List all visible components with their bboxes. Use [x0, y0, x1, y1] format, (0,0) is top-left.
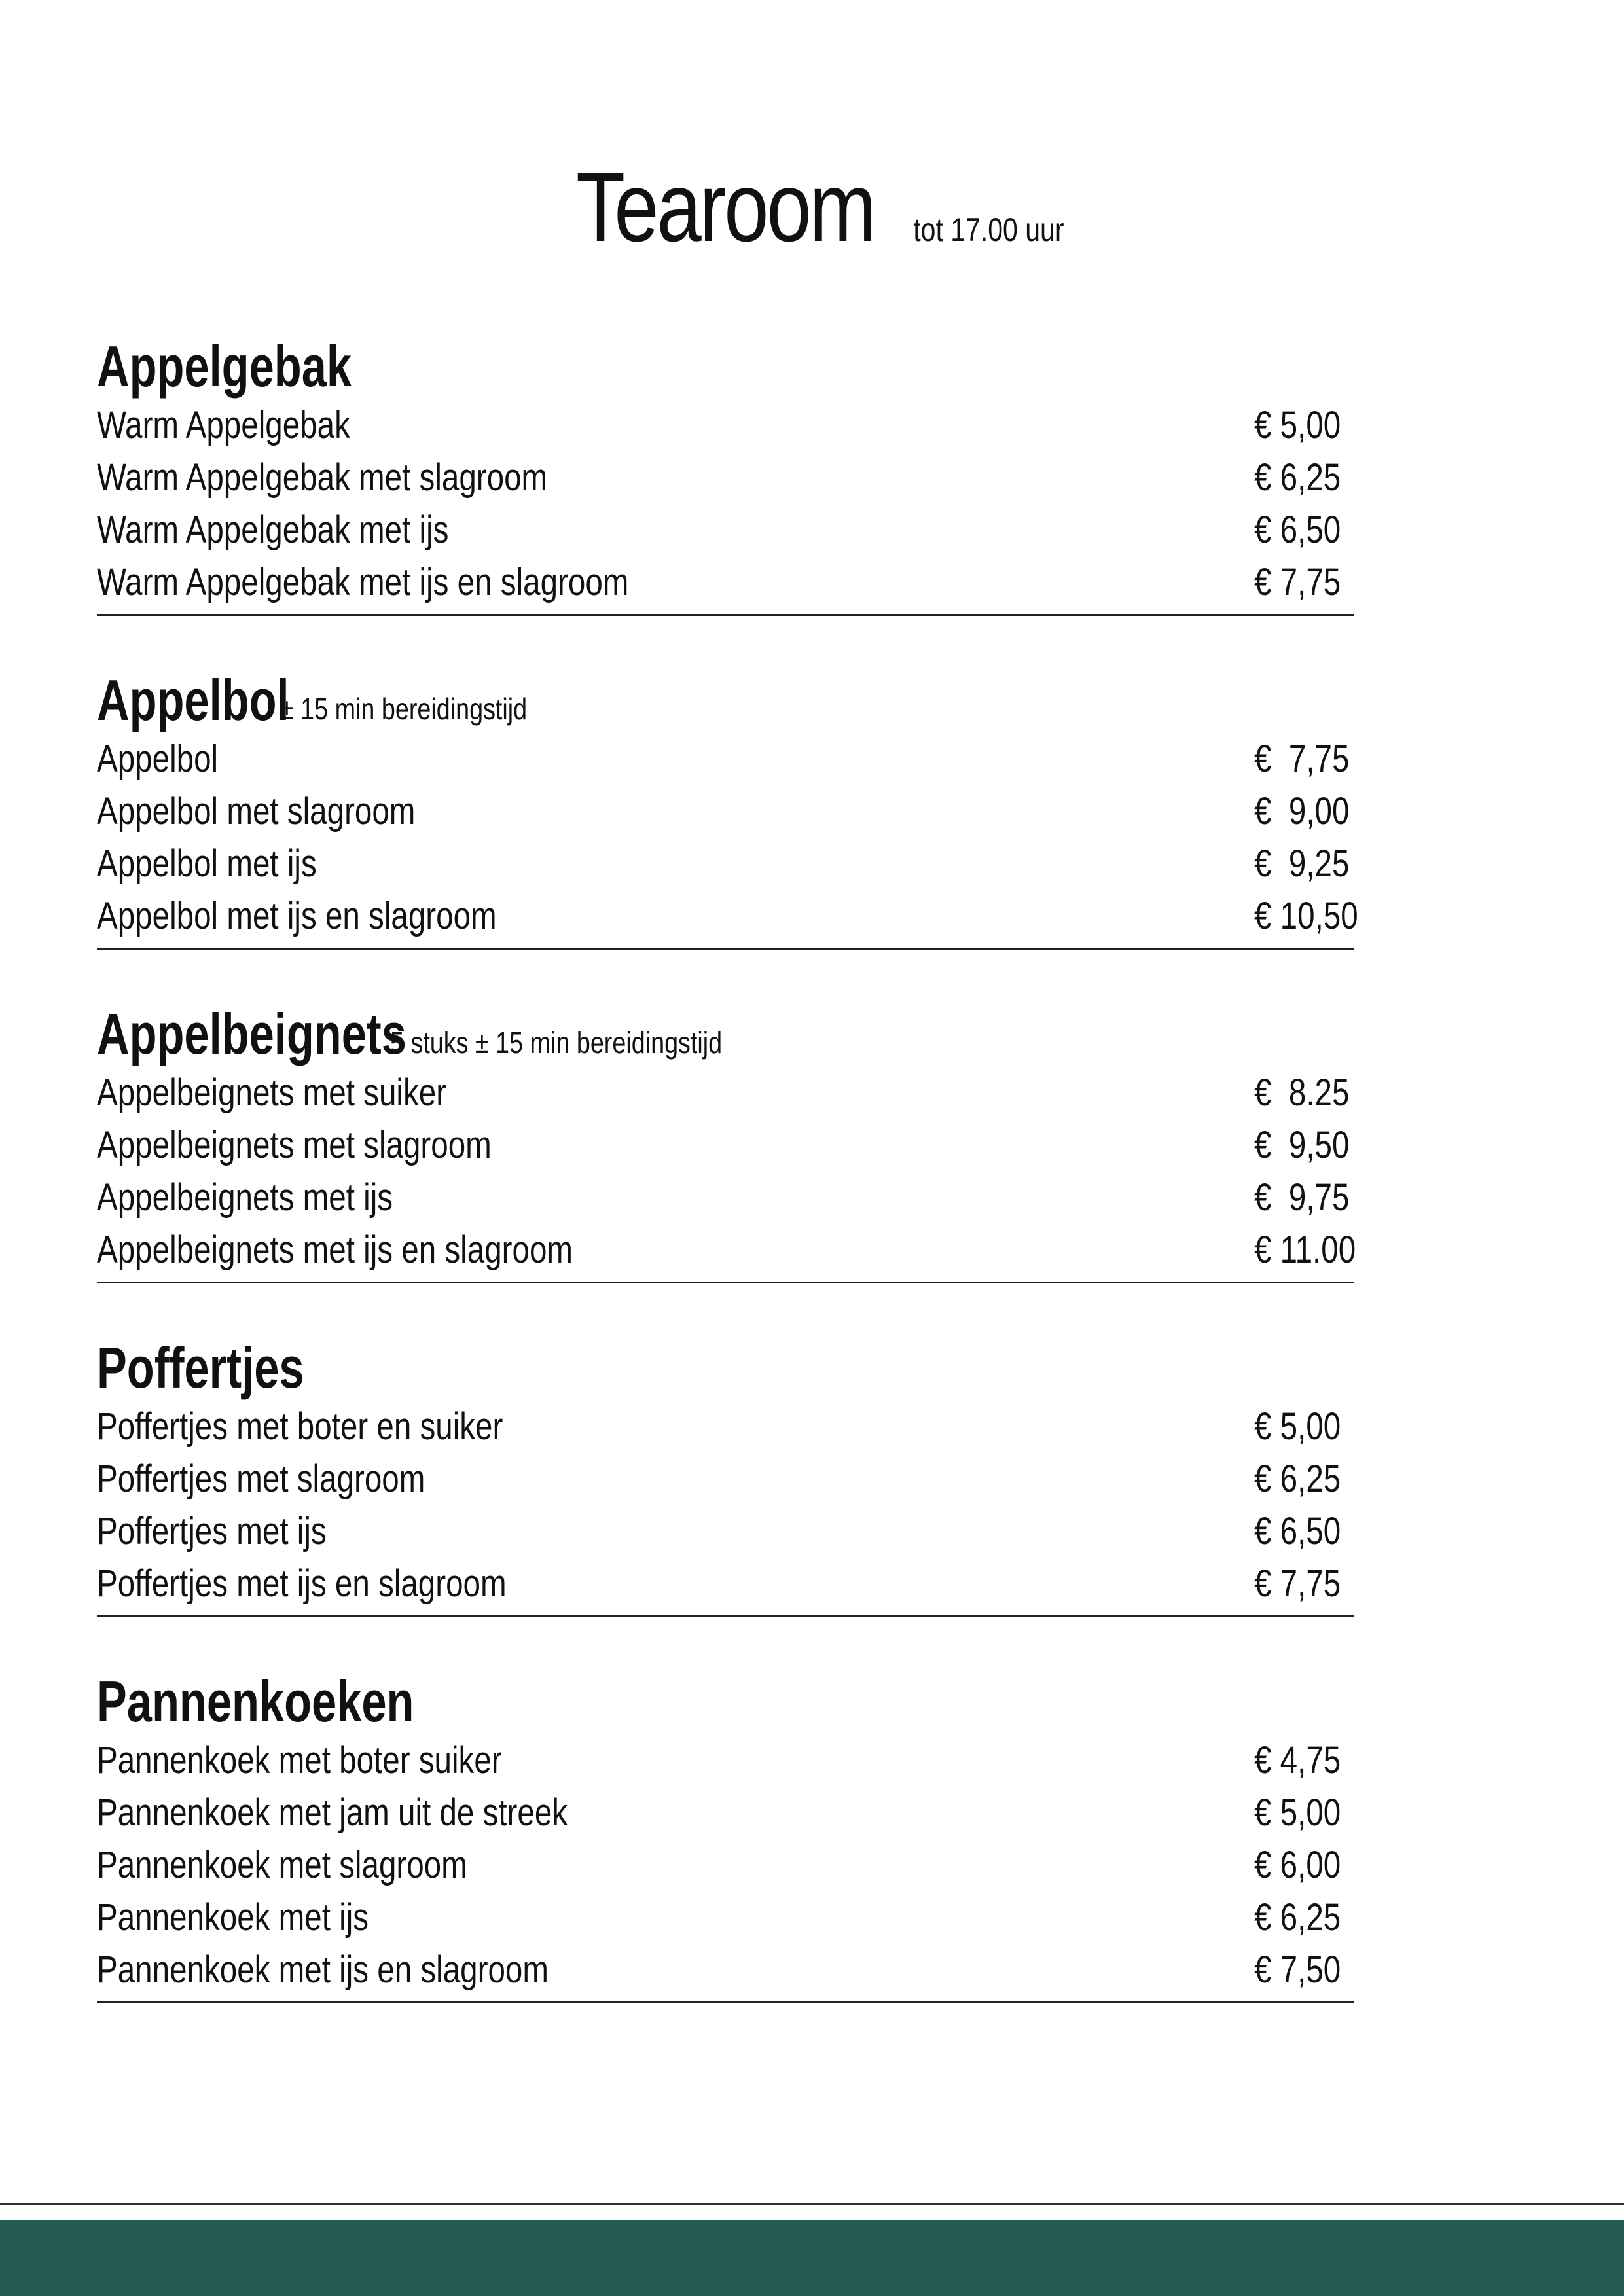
item-name: Appelbol met ijs en slagroom [97, 895, 497, 937]
menu-item [97, 1558, 1354, 1610]
item-name: Poffertjes met ijs [97, 1510, 327, 1552]
section-header [97, 1669, 1354, 1734]
item-price: € 9,75 [1254, 1176, 1350, 1219]
item-name: Appelbol [97, 738, 219, 780]
item-name: Warm Appelgebak met ijs en slagroom [97, 561, 629, 603]
item-name: Warm Appelgebak met ijs [97, 509, 449, 551]
menu-item [97, 838, 1354, 890]
section-appelbeignets [97, 1001, 1354, 1283]
menu-item [97, 452, 1354, 504]
item-name: Poffertjes met boter en suiker [97, 1405, 503, 1448]
item-name: Appelbeignets met slagroom [97, 1124, 492, 1166]
section-header [97, 1001, 1354, 1067]
section-divider [97, 1615, 1354, 1617]
section-title: Poffertjes [97, 1335, 304, 1400]
footer-band [0, 2220, 1624, 2296]
item-price: € 5,00 [1254, 1405, 1341, 1448]
item-price: € 6,00 [1254, 1844, 1341, 1886]
menu-item [97, 504, 1354, 556]
section-appelbol [97, 668, 1358, 950]
item-name: Appelbol met ijs [97, 842, 317, 885]
item-price: € 7,75 [1254, 561, 1341, 603]
item-price: € 9,50 [1254, 1124, 1350, 1166]
item-name: Poffertjes met slagroom [97, 1458, 425, 1500]
item-price: € 6,25 [1254, 1458, 1341, 1500]
section-header [97, 1335, 1354, 1401]
menu-item [97, 1453, 1354, 1505]
footer-line [0, 2203, 1624, 2205]
section-note: 5 stuks ± 15 min bereidingstijd [390, 1026, 723, 1060]
item-price: € 5,00 [1254, 1791, 1341, 1834]
section-title: Appelbeignets [97, 1001, 406, 1066]
item-name: Appelbeignets met ijs en slagroom [97, 1229, 573, 1271]
item-price: € 7,75 [1254, 738, 1350, 780]
section-header [97, 334, 1354, 399]
item-price: € 7,75 [1254, 1562, 1341, 1605]
section-title: Appelgebak [97, 334, 352, 399]
item-price: € 6,50 [1254, 509, 1341, 551]
item-price: € 6,25 [1254, 456, 1341, 499]
item-name: Poffertjes met ijs en slagroom [97, 1562, 507, 1605]
item-name: Pannenkoek met boter suiker [97, 1739, 502, 1782]
section-appelgebak [97, 334, 1354, 616]
menu-item [97, 1224, 1354, 1276]
menu-item [97, 1505, 1354, 1558]
item-price: € 4,75 [1254, 1739, 1341, 1782]
menu-item [97, 1944, 1354, 1996]
section-divider [97, 948, 1354, 950]
section-note: ± 15 min bereidingstijd [280, 692, 528, 726]
menu-item [97, 1401, 1354, 1453]
menu-item [97, 1892, 1354, 1944]
item-name: Pannenkoek met ijs [97, 1896, 369, 1939]
item-name: Appelbeignets met suiker [97, 1071, 447, 1114]
item-name: Appelbol met slagroom [97, 790, 416, 833]
menu-item [97, 1787, 1354, 1839]
section-divider [97, 614, 1354, 616]
item-name: Warm Appelgebak met slagroom [97, 456, 548, 499]
menu-item [97, 1067, 1354, 1119]
item-price: € 6,25 [1254, 1896, 1341, 1939]
item-name: Pannenkoek met ijs en slagroom [97, 1948, 549, 1991]
section-poffertjes [97, 1335, 1354, 1617]
section-pannenkoeken [97, 1669, 1354, 2003]
item-price: € 8.25 [1254, 1071, 1350, 1114]
item-name: Pannenkoek met jam uit de streek [97, 1791, 568, 1834]
menu-item [97, 556, 1354, 609]
menu-item [97, 399, 1354, 452]
section-title: Pannenkoeken [97, 1669, 414, 1734]
section-title: Appelbol [97, 668, 289, 732]
item-name: Warm Appelgebak [97, 404, 350, 446]
menu-item [97, 733, 1354, 785]
section-header [97, 668, 1354, 733]
page-title [0, 151, 1624, 264]
item-name: Pannenkoek met slagroom [97, 1844, 467, 1886]
item-price: € 5,00 [1254, 404, 1341, 446]
item-name: Appelbeignets met ijs [97, 1176, 393, 1219]
title-subtitle: tot 17.00 uur [913, 211, 1064, 248]
item-price: € 10,50 [1254, 895, 1358, 937]
menu-item [97, 1734, 1354, 1787]
menu-item [97, 1119, 1354, 1172]
menu-item [97, 1172, 1354, 1224]
item-price: € 7,50 [1254, 1948, 1341, 1991]
item-price: € 9,00 [1254, 790, 1350, 833]
section-divider [97, 1282, 1354, 1283]
menu-item [97, 785, 1354, 838]
title-main: Tearoom [576, 152, 875, 262]
item-price: € 6,50 [1254, 1510, 1341, 1552]
menu-item [97, 890, 1358, 942]
item-price: € 11.00 [1254, 1229, 1356, 1271]
menu-item [97, 1839, 1354, 1892]
section-divider [97, 2001, 1354, 2003]
item-price: € 9,25 [1254, 842, 1350, 885]
